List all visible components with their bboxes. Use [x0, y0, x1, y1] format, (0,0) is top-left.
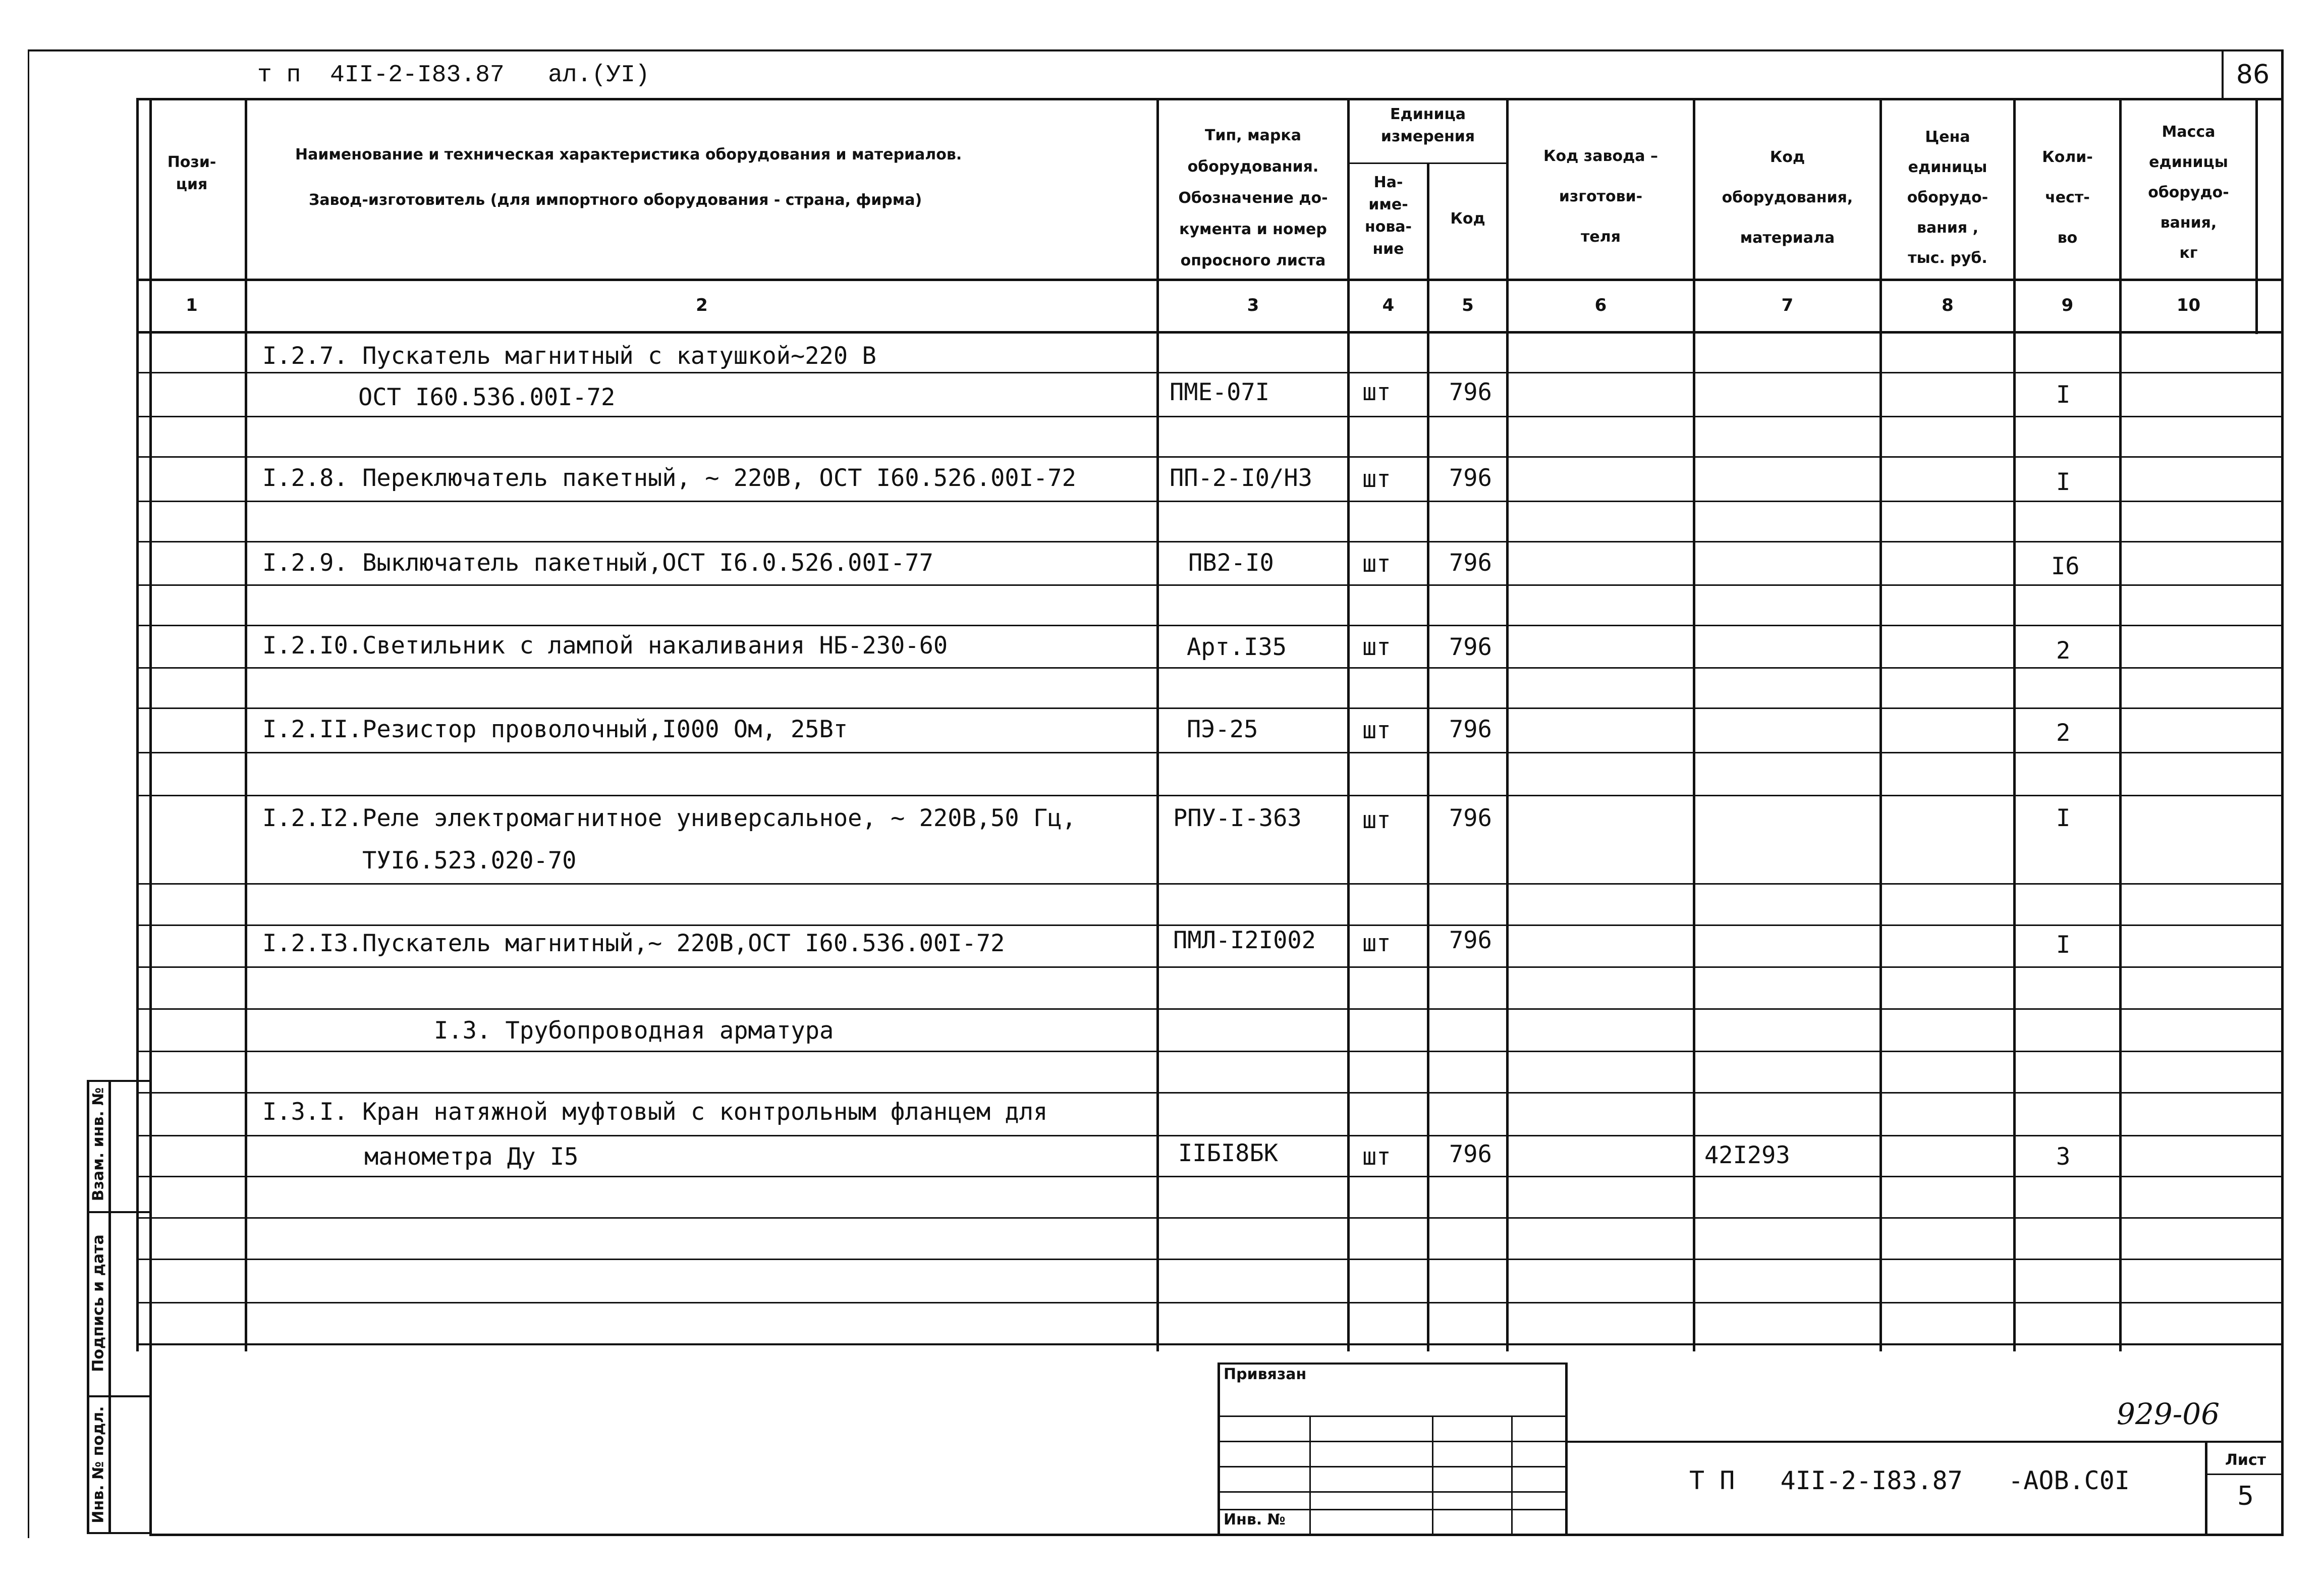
item-unit-code: 796	[1449, 1140, 1492, 1168]
item-name: манометра Ду I5	[364, 1143, 579, 1171]
header-name-line1: Наименование и техническая характеристика оборудования и материалов.	[295, 146, 962, 164]
item-type: РПУ-I-363	[1173, 804, 1302, 832]
item-type: ПВ2-I0	[1188, 549, 1274, 577]
item-name: I.3.I. Кран натяжной муфтовый с контрольным фланцем для	[262, 1098, 1048, 1126]
item-unit: шт	[1362, 465, 1391, 493]
inventory-number-label: Инв. №	[1224, 1511, 1286, 1529]
item-type: IIБI8БК	[1178, 1139, 1279, 1167]
item-quantity: I	[2056, 931, 2071, 959]
page-number: 86	[2236, 60, 2270, 90]
column-number: 6	[1594, 295, 1607, 315]
header-position: Пози- ция	[167, 153, 216, 193]
column-number: 2	[696, 295, 708, 315]
side-label-original-inv: Инв. № подл.	[89, 1406, 107, 1523]
item-unit: шт	[1362, 1143, 1391, 1171]
header-name-line2: Завод-изготовитель (для импортного оборудования - страна, фирма)	[309, 191, 922, 209]
column-number: 9	[2061, 295, 2074, 315]
sheet-number: 5	[2237, 1481, 2254, 1511]
header-unit-code: Код	[1450, 210, 1485, 228]
item-name: I.2.7. Пускатель магнитный с катушкой~220 В	[262, 342, 876, 370]
binding-label: Привязан	[1224, 1366, 1307, 1383]
item-unit-code: 796	[1449, 927, 1492, 954]
item-unit-code: 796	[1449, 549, 1492, 577]
column-number: 8	[1942, 295, 1954, 315]
page-number-box-left	[2222, 49, 2224, 100]
item-unit: шт	[1362, 550, 1391, 578]
item-unit: шт	[1362, 806, 1391, 834]
item-name: ТУI6.523.020-70	[362, 847, 577, 875]
handwritten-number: 929-06	[2117, 1397, 2220, 1431]
section-title: I.3. Трубопроводная арматура	[434, 1017, 834, 1045]
side-label-signature-date: Подпись и дата	[89, 1234, 107, 1372]
item-quantity: I6	[2051, 553, 2080, 580]
item-type: ПП-2-I0/Н3	[1170, 464, 1312, 492]
item-unit: шт	[1362, 717, 1391, 744]
item-type: ПМЕ-07I	[1170, 378, 1270, 406]
item-unit-code: 796	[1449, 464, 1492, 492]
item-name: I.2.8. Переключатель пакетный, ~ 220В, ОСТ I60.526.00I-72	[262, 464, 1076, 492]
item-unit: шт	[1362, 930, 1391, 957]
item-name: ОСТ I60.536.00I-72	[358, 384, 616, 411]
column-number: 4	[1382, 295, 1395, 315]
item-quantity: I	[2056, 468, 2071, 496]
item-name: I.2.II.Резистор проволочный,I000 Ом, 25Вт	[262, 716, 848, 743]
header-unit-name: На- име- нова- ние	[1364, 174, 1412, 258]
item-name: I.2.9. Выключатель пакетный,ОСТ I6.0.526.00I-77	[262, 549, 933, 577]
item-quantity: I	[2056, 804, 2071, 832]
frame-left-outer	[28, 49, 29, 1538]
item-unit-code: 796	[1449, 804, 1492, 832]
frame-top	[28, 49, 2283, 51]
item-quantity: 2	[2056, 637, 2071, 665]
item-type: Арт.I35	[1187, 633, 1287, 661]
item-name: I.2.I3.Пускатель магнитный,~ 220В,ОСТ I60.536.00I-72	[262, 930, 1005, 957]
item-unit: шт	[1362, 378, 1391, 406]
header-unit-price: Цена единицы оборудо- вания , тыс. руб.	[1907, 128, 1988, 267]
column-number: 3	[1247, 295, 1259, 315]
header-factory-code: Код завода – изготови- теля	[1543, 147, 1658, 246]
header-equipment-code: Код оборудования, материала	[1722, 148, 1853, 247]
item-equipment-code: 42I293	[1704, 1141, 1790, 1169]
column-number: 7	[1781, 295, 1794, 315]
item-unit-code: 796	[1449, 378, 1492, 406]
item-quantity: 2	[2056, 719, 2071, 747]
sheet-label: Лист	[2225, 1451, 2266, 1469]
item-unit-code: 796	[1449, 633, 1492, 661]
side-label-replacement-inv: Взам. инв. №	[89, 1087, 107, 1202]
header-unit-mass: Масса единицы оборудо- вания, кг	[2148, 123, 2229, 262]
item-quantity: I	[2056, 381, 2071, 409]
item-unit-code: 796	[1449, 716, 1492, 743]
item-name: I.2.I0.Светильник с лампой накаливания НБ-230-60	[262, 632, 948, 660]
item-name: I.2.I2.Реле электромагнитное универсальное, ~ 220В,50 Гц,	[262, 804, 1076, 832]
column-number: 5	[1462, 295, 1474, 315]
item-unit: шт	[1362, 633, 1391, 661]
header-unit-group: Единица измерения	[1380, 105, 1475, 145]
header-type: Тип, марка оборудования. Обозначение до- кумента и номер опросного листа	[1178, 127, 1328, 269]
column-number: 10	[2176, 295, 2201, 315]
item-quantity: 3	[2056, 1143, 2071, 1171]
item-type: ПМЛ-I2I002	[1173, 927, 1316, 954]
frame-right	[2281, 49, 2284, 1536]
document-designation: Т П 4II-2-I83.87 -АОВ.С0I	[1689, 1466, 2130, 1495]
header-quantity: Коли- чест- во	[2042, 148, 2093, 247]
document-code: т п 4II-2-I83.87 ал.(УI)	[257, 62, 650, 89]
item-type: ПЭ-25	[1187, 716, 1258, 743]
column-number: 1	[186, 295, 198, 315]
